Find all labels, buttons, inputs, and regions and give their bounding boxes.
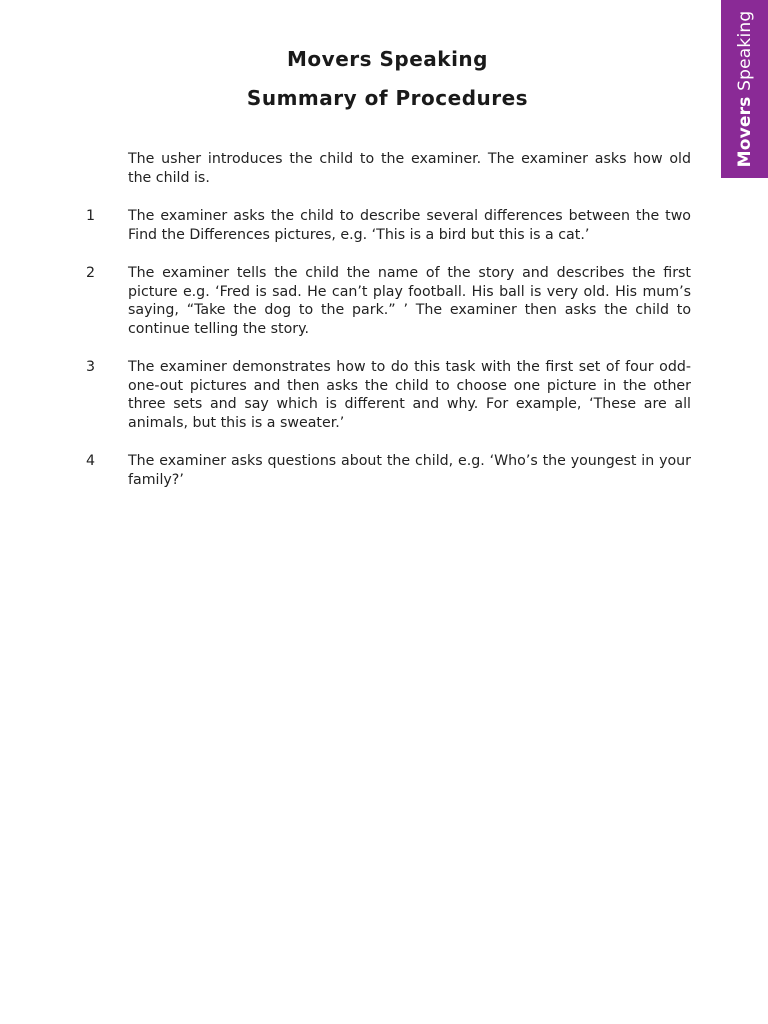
- procedure-2: [86, 264, 691, 338]
- procedure-intro: [86, 150, 691, 187]
- side-tab-skill: Speaking: [734, 10, 755, 91]
- procedure-number: 4: [86, 453, 96, 469]
- procedure-text: The usher introduces the child to the examiner. The examiner asks how old the child is.: [128, 151, 691, 186]
- procedure-text: The examiner tells the child the name of the story and describes the first picture e.g. ‘Fred is sad. He can’t play football. His ball is very old. His mum’s saying, “Take the dog to the park.” ’ The examiner then asks the child to continue telling the story.: [128, 265, 691, 337]
- procedure-number: 3: [86, 359, 96, 375]
- side-tab-level: Movers: [734, 96, 755, 168]
- procedure-text: The examiner demonstrates how to do this task with the first set of four odd-one-out pictures and then asks the child to choose one picture in the other three sets and say which is different and why. For example, ‘These are all animals, but this is a sweater.’: [128, 359, 691, 431]
- procedure-number: 2: [86, 265, 96, 281]
- procedure-1: [86, 207, 691, 244]
- procedures-list: [86, 150, 691, 509]
- procedure-text: The examiner asks questions about the child, e.g. ‘Who’s the youngest in your family?’: [128, 453, 691, 488]
- page-title: Movers Speaking: [287, 47, 488, 71]
- page-subtitle: Summary of Procedures: [246, 86, 529, 110]
- procedure-3: [86, 358, 691, 432]
- procedure-4: [86, 452, 691, 489]
- procedure-text: The examiner asks the child to describe several differences between the two Find the Differences pictures, e.g. ‘This is a bird but this is a cat.’: [128, 208, 691, 243]
- procedure-number: 1: [86, 208, 96, 224]
